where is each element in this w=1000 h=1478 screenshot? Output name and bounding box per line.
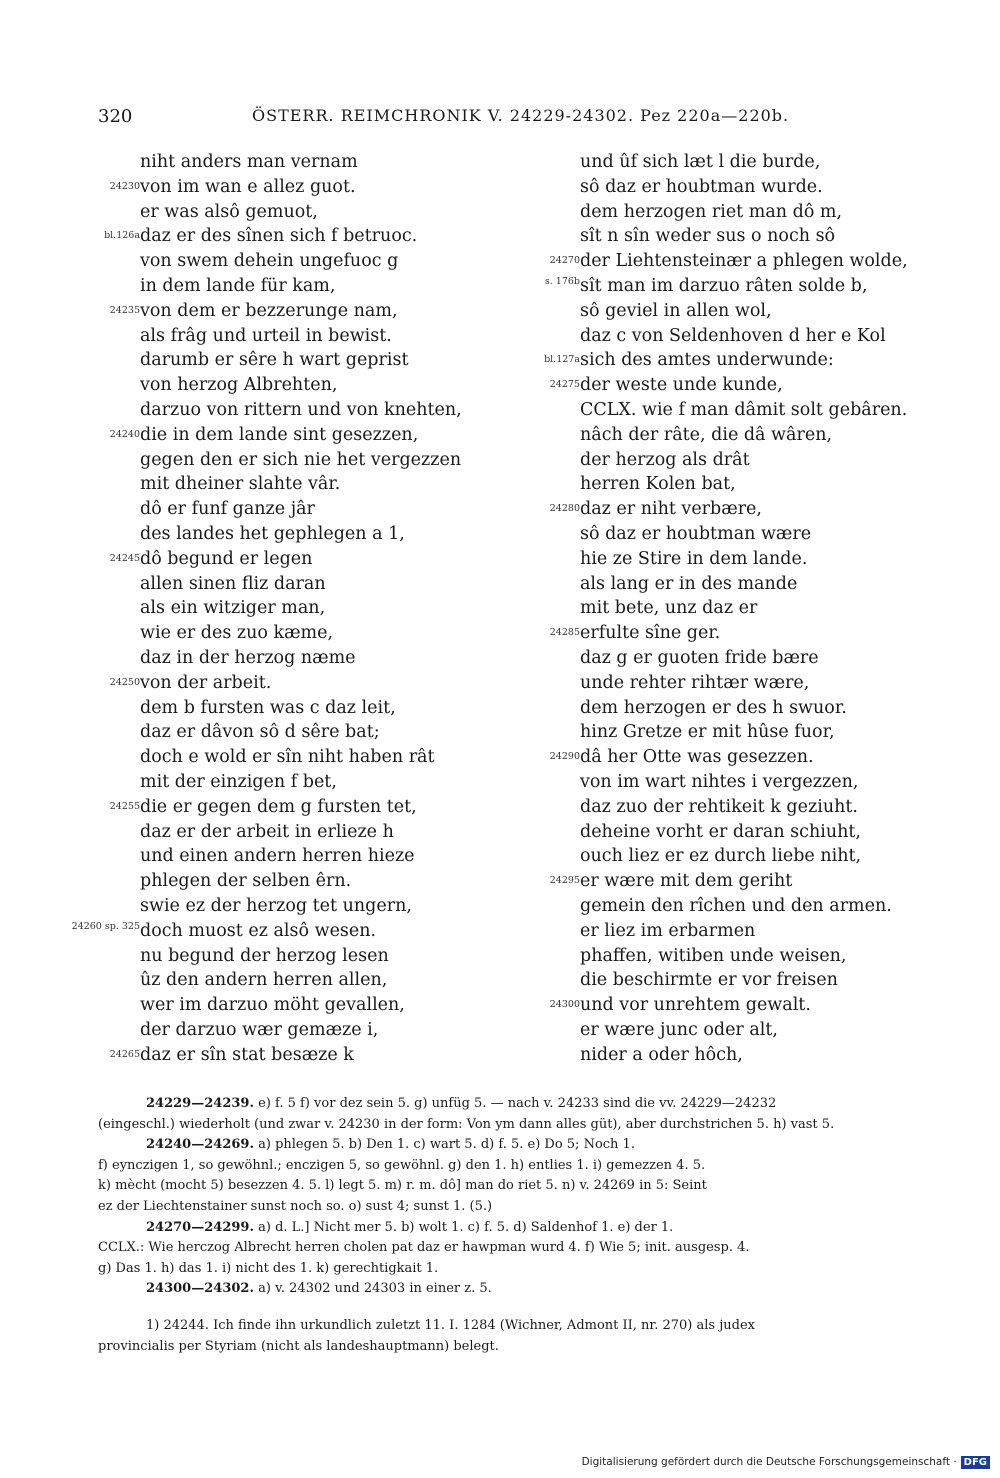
verse-line [60,224,500,249]
verse-text: und einen andern herren hieze [140,846,415,867]
verse-line [500,472,950,497]
verse-line [500,745,950,770]
verse-line [500,894,950,919]
line-number: 24235 [109,304,140,316]
line-number: 24295 [549,875,580,887]
verse-text: mit dheiner slahte vâr. [140,474,341,495]
credit-text: Digitalisierung gefördert durch die Deutsche Forschungsgemeinschaft · [581,1456,957,1468]
verse-line [500,696,950,721]
note-text: a) d. L.] Nicht mer 5. b) wolt 1. c) f. 5. d) Saldenhof 1. e) der 1. [258,1219,674,1235]
verse-line [500,224,950,249]
note-range: 24270—24299. [146,1219,254,1235]
verse-text: CCLX. wie f man dâmit solt gebâren. [580,399,908,420]
verse-text: von im wan e allez guot. [140,176,356,197]
verse-line [500,820,950,845]
verse-text: dem herzogen riet man dô m, [580,201,843,222]
verse-line [500,373,950,398]
verse-line [500,844,950,869]
verse-text: und vor unrehtem gewalt. [580,995,811,1016]
note-line [98,1135,958,1156]
verse-line [60,472,500,497]
verse-line [60,869,500,894]
verse-text: nider a oder hôch, [580,1044,743,1065]
verse-text: gegen den er sich nie het vergezzen [140,449,462,470]
verse-line [60,249,500,274]
verse-line [60,745,500,770]
page-header [0,106,1000,130]
verse-line [60,547,500,572]
line-number: 24270 [549,255,580,267]
verse-line [60,497,500,522]
line-number: 24300 [549,999,580,1011]
line-number: 24290 [549,751,580,763]
verse-text: daz er der arbeit in erlieze h [140,821,394,842]
verse-text: phlegen der selben êrn. [140,871,352,892]
verse-text: phaffen, witiben unde weisen, [580,945,847,966]
verse-text: sô daz er houbtman wurde. [580,176,823,197]
verse-text: daz er niht verbære, [580,499,762,520]
verse-text: als ein witziger man, [140,598,326,619]
verse-text: darumb er sêre h wart geprist [140,350,409,371]
line-number: 24230 [109,180,140,192]
verse-line [500,621,950,646]
note-line: (eingeschl.) wiederholt (und zwar v. 24230 in der form: Von ym dann alles güt), aber durchstrichen 5. h) vast 5. [98,1116,835,1132]
verse-text: ûz den andern herren allen, [140,970,388,991]
verse-line [500,274,950,299]
verse-line [500,646,950,671]
footer-credit [582,1454,990,1470]
verse-text: dô er funf ganze jâr [140,499,315,520]
verse-line [60,448,500,473]
note-line [98,1279,958,1300]
verse-line [500,993,950,1018]
verse-text: er wære junc oder alt, [580,1019,778,1040]
note-line: f) eynczigen 1, so gewöhnl.; enczigen 5, so gewöhnl. g) den 1. h) entlies 1. i) gemezzen 4. 5. [98,1157,706,1173]
verse-text: des landes het gephlegen a 1, [140,523,405,544]
verse-text: der herzog als drât [580,449,750,470]
verse-text: der Liehtensteinær a phlegen wolde, [580,251,908,272]
verse-line [60,770,500,795]
verse-text: nâch der râte, die dâ wâren, [580,424,833,445]
verse-line [500,200,950,225]
verse-line [60,720,500,745]
verse-line [60,919,500,944]
verse-line [60,299,500,324]
footnote-line: 1) 24244. Ich finde ihn urkundlich zuletzt 11. I. 1284 (Wichner, Admont II, nr. 270) als judex [146,1317,755,1333]
note-line [98,1094,958,1115]
verse-line [500,968,950,993]
verse-line [60,324,500,349]
verse-line [60,646,500,671]
verse-text: doch e wold er sîn niht haben rât [140,747,435,768]
verse-line [500,720,950,745]
dfg-logo-icon: DFG [961,1456,990,1469]
line-number: s. 176b [544,275,580,287]
verse-text: sich des amtes underwunde: [580,350,834,371]
footnote-line: provincialis per Styriam (nicht als landeshauptmann) belegt. [98,1338,499,1354]
verse-text: die in dem lande sint gesezzen, [140,424,419,445]
verse-text: darzuo von rittern und von knehten, [140,399,462,420]
verse-text: deheine vorht er daran schiuht, [580,821,861,842]
verse-text: von herzog Albrehten, [140,375,338,396]
verse-text: von der arbeit. [140,672,272,693]
verse-text: von dem er bezzerunge nam, [140,300,398,321]
verse-text: als lang er in des mande [580,573,798,594]
note-range: 24229—24239. [146,1096,254,1111]
note-line: ez der Liechtenstainer sunst noch so. o) sust 4; sunst 1. (5.) [98,1198,493,1214]
verse-line [60,572,500,597]
verse-line [500,497,950,522]
verse-text: er liez im erbarmen [580,920,756,941]
note-range: 24300—24302. [146,1281,254,1297]
verse-line [60,820,500,845]
verse-text: daz in der herzog næme [140,647,356,668]
verse-line [60,1018,500,1043]
verse-line [500,547,950,572]
verse-text: ouch liez er ez durch liebe niht, [580,846,862,867]
verse-line [60,522,500,547]
verse-text: wer im darzuo möht gevallen, [140,995,405,1016]
verse-text: die er gegen dem g fursten tet, [140,796,417,817]
verse-line [60,596,500,621]
verse-line [60,671,500,696]
verse-text: daz g er guoten fride bære [580,647,819,668]
verse-line [500,919,950,944]
verse-text: sô daz er houbtman wære [580,523,812,544]
verse-text: mit der einzigen f bet, [140,771,337,792]
verse-text: daz er sîn stat besæze k [140,1044,354,1065]
verse-text: hie ze Stire in dem lande. [580,548,808,569]
verse-line [500,398,950,423]
verse-text: nu begund der herzog lesen [140,945,389,966]
verse-text: dâ her Otte was gesezzen. [580,747,814,768]
verse-text: erfulte sîne ger. [580,623,721,644]
verse-line [60,696,500,721]
verse-text: die beschirmte er vor freisen [580,970,838,991]
line-number: 24255 [109,800,140,812]
verse-text: dem herzogen er des h swuor. [580,697,847,718]
verse-text: und ûf sich læt l die burde, [580,152,821,172]
verse-text: er was alsô gemuot, [140,201,318,222]
line-number: 24280 [549,503,580,515]
verse-text: in dem lande für kam, [140,275,336,296]
verse-text: er wære mit dem geriht [580,871,793,892]
line-number: bl.126a [104,230,140,242]
verse-line [500,175,950,200]
verse-line [500,249,950,274]
note-text: a) v. 24302 und 24303 in einer z. 5. [258,1281,492,1297]
verse-line [500,448,950,473]
verse-line [500,869,950,894]
note-text: a) phlegen 5. b) Den 1. c) wart 5. d) f. 5. e) Do 5; Noch 1. [258,1137,635,1153]
verse-line [60,175,500,200]
verse-line [60,150,500,175]
note-line [98,1218,958,1239]
verse-text: daz zuo der rehtikeit k geziuht. [580,796,858,817]
verse-line [60,993,500,1018]
line-number: bl.127a [544,354,580,366]
verse-line [500,1018,950,1043]
verse-line [500,671,950,696]
verse-line [500,1043,950,1068]
line-number: 24275 [549,379,580,391]
line-number: 24260 sp. 325 [71,920,140,932]
note-text: e) f. 5 f) vor dez sein 5. g) unfüg 5. — nach v. 24233 sind die vv. 24229—24232 [258,1096,777,1111]
verse-column-right [500,150,950,1067]
verse-text: herren Kolen bat, [580,474,736,495]
verse-line [60,348,500,373]
verse-line [60,894,500,919]
verse-line [500,150,950,175]
verse-line [60,844,500,869]
verse-text: wie er des zuo kæme, [140,623,334,644]
verse-text: sô geviel in allen wol, [580,300,772,321]
verse-line [500,299,950,324]
verse-text: allen sinen fliz daran [140,573,326,594]
verse-line [500,522,950,547]
verse-text: dem b fursten was c daz leit, [140,697,396,718]
verse-text: von im wart nihtes i vergezzen, [580,771,859,792]
verse-line [60,621,500,646]
running-title: ÖSTERR. REIMCHRONIK V. 24229-24302. Pez 220a—220b. [252,106,790,125]
verse-line [500,795,950,820]
verse-line [60,423,500,448]
verse-text: daz er dâvon sô d sêre bat; [140,722,380,743]
verse-line [60,373,500,398]
line-number: 24245 [109,552,140,564]
line-number: 24285 [549,627,580,639]
verse-line [60,795,500,820]
verse-text: als frâg und urteil in bewist. [140,325,392,346]
verse-line [500,572,950,597]
verse-line [500,944,950,969]
verse-text: sît man im darzuo râten solde b, [580,275,868,296]
line-number: 24250 [109,676,140,688]
apparatus-notes [98,1094,958,1357]
verse-line [60,968,500,993]
page-number: 320 [98,106,133,127]
verse-text: gemein den rîchen und den armen. [580,895,892,916]
verse-text: der weste unde kunde, [580,375,783,396]
verse-text: hinz Gretze er mit hûse fuor, [580,722,835,743]
verse-text: mit bete, unz daz er [580,598,758,619]
verse-line [500,770,950,795]
verse-text: swie ez der herzog tet ungern, [140,895,412,916]
line-number: 24240 [109,428,140,440]
note-range: 24240—24269. [146,1137,254,1153]
verse-line [60,1043,500,1068]
verse-line [500,423,950,448]
verse-text: daz c von Seldenhoven d her e Kol [580,325,886,346]
verse-line [60,200,500,225]
verse-text: der darzuo wær gemæze i, [140,1019,379,1040]
verse-text: daz er des sînen sich f betruoc. [140,226,418,247]
verse-line [500,596,950,621]
verse-text: von swem dehein ungefuoc g [140,251,399,272]
verse-text: niht anders man vernam [140,152,358,172]
verse-line [60,274,500,299]
note-line: g) Das 1. h) das 1. i) nicht des 1. k) gerechtigkait 1. [98,1260,439,1276]
verse-line [60,944,500,969]
verse-line [500,324,950,349]
separator [98,1300,958,1316]
verse-line [60,398,500,423]
verse-column-left [60,150,500,1067]
note-line: CCLX.: Wie herczog Albrecht herren cholen pat daz er hawpman wurd 4. f) Wie 5; init. ausgesp. 4. [98,1240,750,1256]
line-number: 24265 [109,1048,140,1060]
note-line: k) mècht (mocht 5) besezzen 4. 5. l) legt 5. m) r. m. dô] man do riet 5. n) v. 24269 in 5: Seint [98,1178,707,1194]
verse-line [500,348,950,373]
verse-text: unde rehter rihtær wære, [580,672,810,693]
verse-text: sît n sîn weder sus o noch sô [580,226,836,247]
verse-text: dô begund er legen [140,548,313,569]
verse-text: doch muost ez alsô wesen. [140,920,377,941]
